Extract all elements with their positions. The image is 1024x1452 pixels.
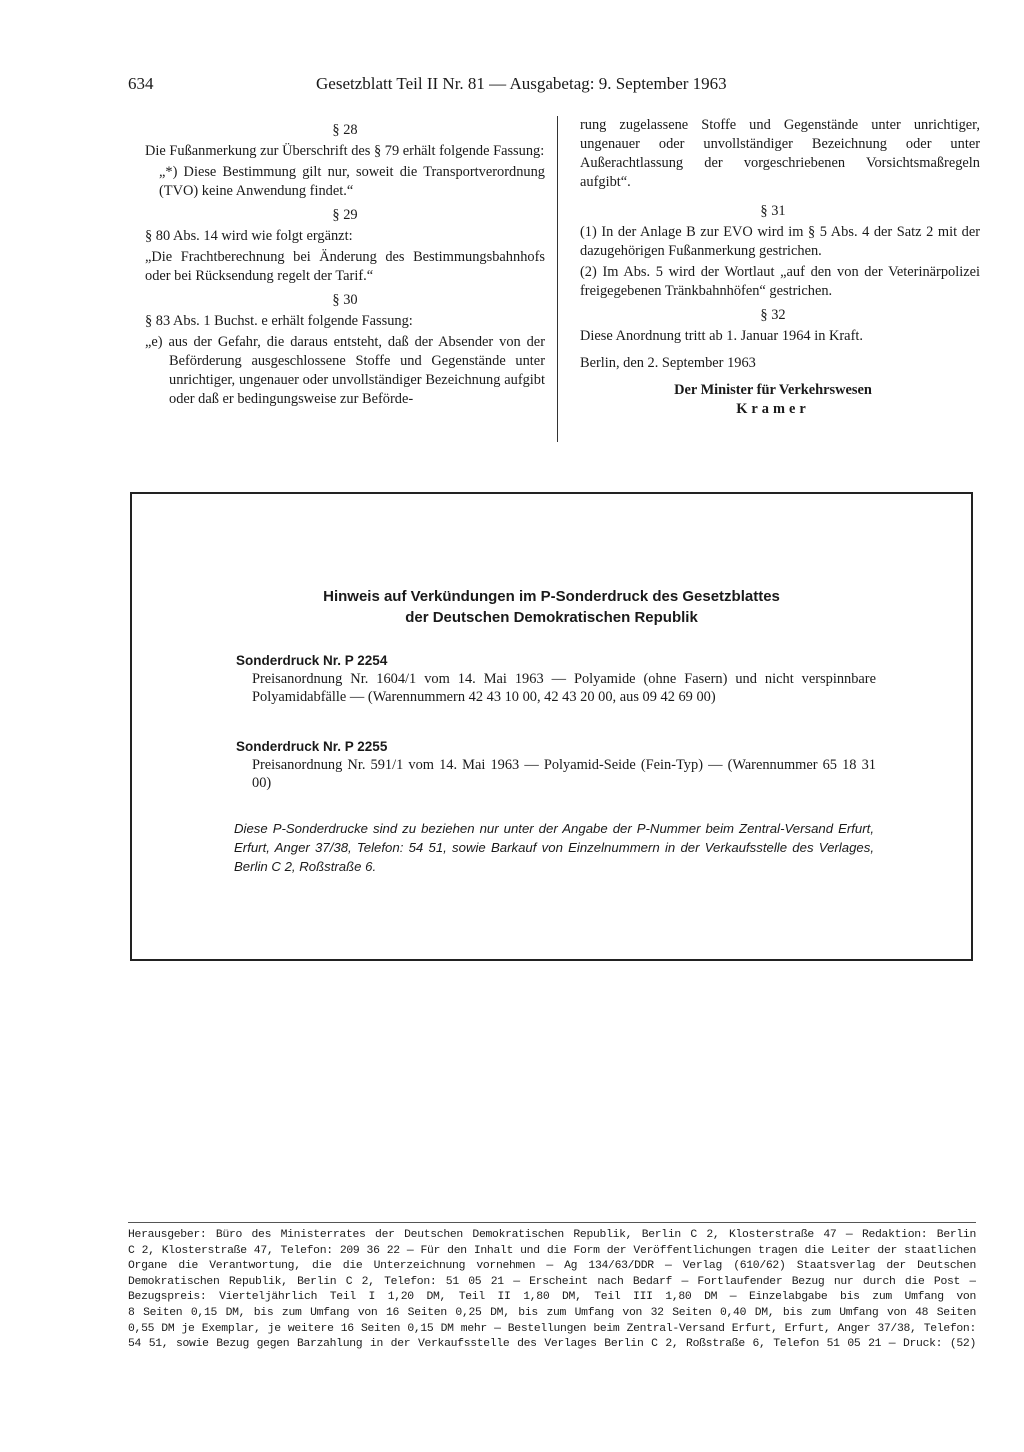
right-column [566, 116, 980, 419]
running-title: Gesetzblatt Teil II Nr. 81 — Ausgabetag: 9. September 1963 [316, 74, 727, 93]
impressum-divider [128, 1222, 976, 1223]
impressum-line: 0,55 DM je Exemplar, je weitere 16 Seiten 0,15 DM mehr — Bestellungen beim Zentral-Versand Erfurt, Erfurt, Anger 37/38, Telefon: [128, 1322, 976, 1335]
section-32-heading: § 32 [760, 307, 786, 323]
entry-2-text: Preisanordnung Nr. 591/1 vom 14. Mai 1963 — Polyamid-Seide (Fein-Typ) — (Warennummer 65 18 31 00) [252, 757, 876, 791]
impressum-line: 54 51, sowie Bezug gegen Barzahlung in der Verkaufsstelle des Verlages Berlin C 2, Roßstraße 6, Telefon 51 05 21 — Druck: (52) [128, 1338, 976, 1351]
section-29-text: § 80 Abs. 14 wird wie folgt ergänzt: [145, 228, 353, 244]
section-30-quote: „e) aus der Gefahr, die daraus entsteht, daß der Absender von der Beförderung ausgeschlossene Stoffe und Gegenstände unter unrichtiger, ungenauer oder unvollständiger Bezeichnung aufgibt oder daß er bedingungsweise zur Beförde- [145, 334, 545, 407]
entry-1-text: Preisanordnung Nr. 1604/1 vom 14. Mai 1963 — Polyamide (ohne Fasern) und nicht verspinnbare Polyamidabfälle — (Warennummern 42 43 10 00, 42 43 20 00, aus 09 42 69 00) [252, 671, 876, 705]
section-31-heading: § 31 [760, 203, 786, 219]
left-column [145, 116, 545, 411]
column-divider [557, 116, 558, 442]
impressum-line: Demokratischen Republik, Berlin C 2, Telefon: 51 05 21 — Erscheint nach Bedarf — Fortlaufender Bezug nur durch die Post — [128, 1275, 976, 1288]
section-29-heading: § 29 [332, 207, 358, 223]
page-header [128, 74, 808, 100]
impressum-line: 8 Seiten 0,15 DM, bis zum Umfang von 16 Seiten 0,25 DM, bis zum Umfang von 32 Seiten 0,40 DM, bis zum Umfang von 48 Seiten [128, 1306, 976, 1319]
section-30-heading: § 30 [332, 292, 358, 308]
entry-2-heading: Sonderdruck Nr. P 2255 [236, 739, 388, 754]
section-31-paragraph-2: (2) Im Abs. 5 wird der Wortlaut „auf den von der Veterinärpolizei freigegebenen Tränkbahnhöfen“ gestrichen. [580, 264, 980, 299]
impressum-line: C 2, Klosterstraße 47, Telefon: 209 36 22 — Für den Inhalt und die Form der Veröffentlichungen tragen die Leiter der staatlichen [128, 1244, 976, 1257]
entry-1-heading: Sonderdruck Nr. P 2254 [236, 653, 388, 668]
section-30-text: § 83 Abs. 1 Buchst. e erhält folgende Fassung: [145, 313, 413, 329]
section-29-quote: „Die Frachtberechnung bei Änderung des Bestimmungsbahnhofs oder bei Rücksendung regelt der Tarif.“ [145, 249, 545, 284]
notice-title-line-2: der Deutschen Demokratischen Republik [405, 609, 698, 626]
impressum-line: Herausgeber: Büro des Ministerrates der Deutschen Demokratischen Republik, Berlin C 2, Klosterstraße 47 — Redaktion: Berlin [128, 1229, 976, 1241]
notice-title [132, 586, 971, 628]
notice-entry-1 [236, 652, 876, 706]
notice-footer-note: Diese P-Sonderdrucke sind zu beziehen nur unter der Angabe der P-Nummer beim Zentral-Versand Erfurt, Erfurt, Anger 37/38, Telefon: 54 51, sowie Barkauf von Einzelnummern in der Verkaufsstelle des Verlages, Berlin C 2, Roßstraße 6. [234, 821, 874, 874]
notice-title-line-1: Hinweis auf Verkündungen im P-Sonderdruck des Gesetzblattes [323, 588, 780, 605]
section-32-text: Diese Anordnung tritt ab 1. Januar 1964 in Kraft. [580, 328, 863, 344]
place-and-date: Berlin, den 2. September 1963 [580, 355, 756, 371]
section-28-quote: „*) Diese Bestimmung gilt nur, soweit die Transportverordnung (TVO) keine Anwendung findet.“ [159, 164, 545, 199]
section-28-text: Die Fußanmerkung zur Überschrift des § 79 erhält folgende Fassung: [145, 143, 545, 159]
impressum-line: Bezugspreis: Vierteljährlich Teil I 1,20 DM, Teil II 1,80 DM, Teil III 1,80 DM — Einzelabgabe bis zum Umfang von [128, 1291, 976, 1304]
notice-box [130, 492, 973, 961]
notice-entry-2 [236, 738, 876, 792]
page-number: 634 [128, 74, 154, 93]
signature-title: Der Minister für Verkehrswesen [674, 382, 872, 398]
continuation-text: rung zugelassene Stoffe und Gegenstände unter unrichtiger, ungenauer oder unvollständiger Bezeichnung oder unter Außerachtlassung der vorgeschriebenen Vorsichtsmaßregeln aufgibt“. [580, 117, 980, 190]
impressum-line: Organe die Verantwortung, die die Unterzeichnung vornehmen — Ag 134/63/DDR — Verlag (610/62) Staatsverlag der Deutschen [128, 1260, 976, 1273]
section-28-heading: § 28 [332, 122, 358, 138]
signature-name: Kramer [736, 401, 810, 417]
impressum [128, 1228, 976, 1353]
section-31-paragraph-1: (1) In der Anlage B zur EVO wird im § 5 Abs. 4 der Satz 2 mit der dazugehörigen Fußanmerkung gestrichen. [580, 224, 980, 259]
